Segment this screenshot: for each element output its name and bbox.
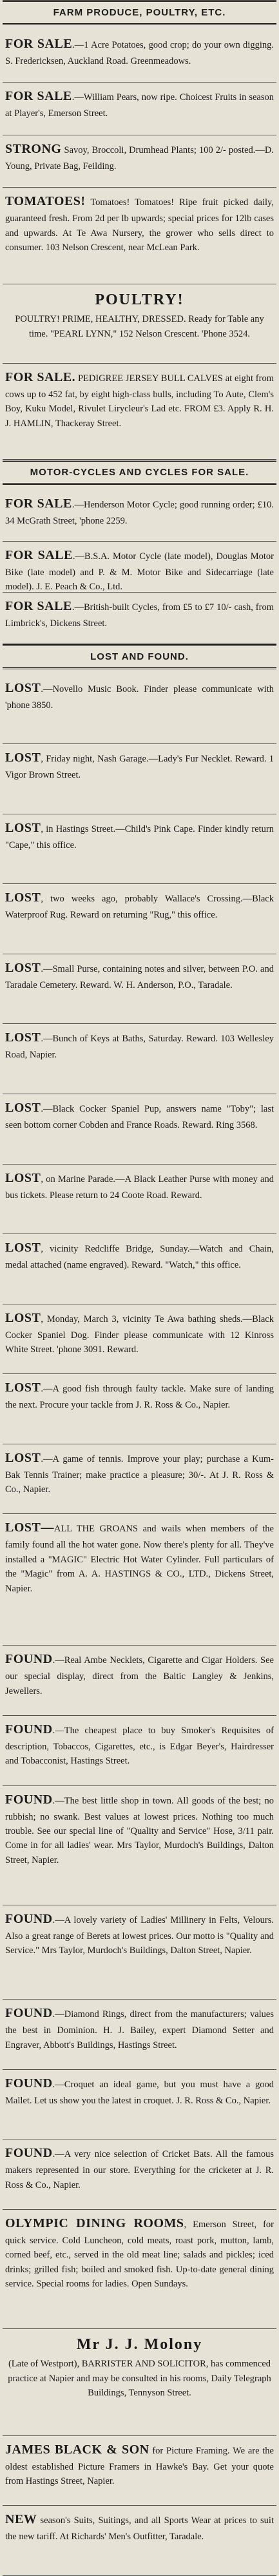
found-ad (3, 1646, 276, 1716)
olympic-dining-ad-lead: OLYMPIC DINING ROOMS (5, 2216, 184, 2230)
motor-ad-text: .—B.S.A. Motor Cycle (late model), Douglas Motor Bike (late model) and P. & M. Motor Bike and Sidecarriage (late model). J. E. Peach & Co., Ltd. (5, 551, 274, 593)
picture-framing-ad-lead: JAMES BLACK & SON (5, 2442, 149, 2457)
farm-ad-text: Savoy, Broccoli, Drumhead Plants; 100 2/- posted.—D. Young, Private Bag, Feilding. (5, 144, 274, 172)
found-ad-text: .—A very nice selection of Cricket Bats. All the famous makers represented in our store. Everything for the cricketer at J. R. Ross & Co., Napier. (5, 2149, 274, 2190)
farm-ad (3, 30, 276, 83)
found-ad-text: .—Diamond Rings, direct from the manufacturers; values the best in Dominion. H. J. Bailey, expert Diamond Setter and Engraver, Abbott's Buildings, Hastings Street. (5, 2009, 274, 2050)
found-ad-lead: FOUND (5, 2146, 53, 2161)
found-ad (3, 1905, 276, 2000)
motor-heading: MOTOR-CYCLES AND CYCLES FOR SALE. (3, 460, 276, 485)
lost-ad-text: , vicinity Redcliffe Bridge, Sunday.—Watch and Chain, medal attached (name engraved). Reward. "Watch," this office. (5, 1244, 274, 1271)
lost-ad-lead: LOST (5, 1241, 41, 1255)
farm-ad-text: .—1 Acre Potatoes, good crop; do your own digging. S. Fredericksen, Auckland Road. Greenmeadows. (5, 40, 274, 66)
bull-calves-ad-lead: FOR SALE. (5, 369, 76, 384)
lost-ad (3, 814, 276, 885)
motor-ad-lead: FOR SALE (5, 599, 72, 614)
lost-ad-text: , on Marine Parade.—A Black Leather Purse with money and bus tickets. Please return to 24 Coote Road. Reward. (5, 1174, 274, 1201)
poultry-ad (3, 284, 276, 363)
motor-ad (3, 542, 276, 593)
lost-ad-lead: LOST (5, 751, 41, 765)
farm-ad-text: Tomatoes! Tomatoes! Ripe fruit picked daily, guaranteed fresh. From 2d per lb upwards; special prices for 12lb cases and upwards. At Te Awa Nursery, the grower who sells direct to consumer. 103 Nelson Crescent, near McLean Park. (5, 197, 274, 253)
motor-section (3, 460, 276, 644)
solicitor-ad (3, 2329, 276, 2436)
lost-ad-lead: LOST (5, 1170, 41, 1185)
poultry-ad-text: POULTRY! PRIME, HEALTHY, DRESSED. Ready for Table any time. "PEARL LYNN," 152 Nelson Crescent. 'Phone 3524. (15, 314, 264, 339)
found-ad-text: .—Croquet an ideal game, but you must have a good Mallet. Let us show you the latest in croquet. J. R. Ross & Co., Napier. (5, 2079, 274, 2106)
found-ad-text: .—The cheapest place to buy Smoker's Requisites of description, Tobaccos, Cigarettes, etc., is Edgar Beyer's, Hairdresser and Tobacconist, Hastings Street. (5, 1725, 274, 1767)
outfitter-ad-text: season's Suits, Suitings, and all Sports Wear at prices to suit the new tariff. At Richards' Men's Outfitter, Taradale. (5, 2515, 274, 2542)
poultry-ad-lead: POULTRY! (95, 291, 184, 309)
farm-ad-lead: TOMATOES! (5, 194, 86, 209)
lost-ad-lead: LOST (5, 820, 41, 835)
lost-ad (3, 1444, 276, 1515)
lost-ad-text: .—Bunch of Keys at Baths, Saturday. Reward. 103 Wellesley Road, Napier. (5, 1034, 274, 1061)
lost-ad-lead: LOST (5, 1030, 41, 1045)
farm-section (3, 0, 276, 460)
solicitor-ad-text: (Late of Westport), BARRISTER AND SOLICITOR, has commenced practice at Napier and may be consulted in his rooms, Daily Telegraph Buildings, Tennyson Street. (8, 2359, 271, 2399)
lost-ad (3, 884, 276, 954)
found-ad (3, 2000, 276, 2070)
lost-ad-text: , in Hastings Street.—Child's Pink Cape. Finder kindly return "Cape," this office. (5, 823, 274, 850)
lost-ad (3, 1304, 276, 1375)
motor-ad-text: .—British-built Cycles, from £5 to £7 10/- cash, from Limbrick's, Dickens Street. (5, 602, 274, 629)
lost-ad (3, 1234, 276, 1304)
lost-ad (3, 1165, 276, 1235)
lost-ad-lead: LOST (5, 1381, 41, 1395)
lost-ad-text: .—Black Cocker Spaniel Pup, answers name "Toby"; last seen bottom corner Cobden and France Roads. Reward. Ring 3568. (5, 1104, 274, 1131)
lost-ad (3, 674, 276, 745)
found-ad (3, 1786, 276, 1905)
motor-ad (3, 593, 276, 644)
lost-ad-lead: LOST (5, 680, 41, 695)
hot-water-ad-lead: LOST— (5, 1520, 54, 1535)
lost-ad-text: , two weeks ago, probably Wallace's Crossing.—Black Waterproof Rug. Reward on returning "Rug," this office. (5, 894, 274, 921)
lost-ad-text: .—Novello Music Book. Finder please communicate with 'phone 3850. (5, 683, 274, 711)
lost-ad (3, 1024, 276, 1094)
motor-ad (3, 490, 276, 541)
lost-ad-lead: LOST (5, 1101, 41, 1116)
farm-ad-text: .—William Pears, now ripe. Choicest Fruits in season at Player's, Emerson Street. (5, 92, 274, 119)
picture-framing-ad (3, 2436, 276, 2506)
lost-ad-lead: LOST (5, 1310, 41, 1325)
farm-ad (3, 188, 276, 284)
olympic-dining-ad-text: , Emerson Street, for quick service. Cold Luncheon, cold meats, roast pork, mutton, lamb, corned beef, etc., served in the old meat line; salads and pickles; iced drinks; grilled fish; boiled and smoked fish. Up-to-date general dining service. Special rooms for ladies. Open Sundays. (5, 2219, 274, 2290)
motor-ads (3, 490, 276, 644)
found-ad-lead: FOUND (5, 1792, 53, 1807)
found-ad-text: .—The best little shop in town. All goods of the best; no rubbish; no swank. Best values at lowest prices. Nothing too much trouble. See our special line of "Quality and Service" Hose, 3/11 pair. Come in for all ladies' wear. Mrs Taylor, Murdoch's Buildings, Dalton Street, Napier. (5, 1795, 274, 1865)
found-ad-lead: FOUND (5, 1722, 53, 1736)
lost-ad-text: , Friday night, Nash Garage.—Lady's Fur Necklet. Reward. 1 Vigor Brown Street. (5, 754, 274, 781)
hot-water-ad (3, 1514, 276, 1646)
farm-ad-lead: FOR SALE (5, 37, 73, 51)
farm-ad (3, 135, 276, 188)
bull-calves-ad-text: PEDIGREE JERSEY BULL CALVES at eight from cows up to 452 fat, by eight high-class bulls, including To Aute, Clem's Boy, Kuku Model, Rivulet Lirycleur's Lad etc. FROM £3. Apply R. H. J. HAMLIN, Thackeray Street. (5, 373, 274, 429)
found-ad-text: .—Real Ambe Necklets, Cigarette and Cigar Holders. See our special display, direct from the Baltic Langley & Jenkins, Jewellers. (5, 1655, 274, 1696)
lost-ad (3, 1374, 276, 1444)
motor-ad-lead: FOR SALE (5, 547, 73, 562)
lost-found-heading: LOST AND FOUND. (3, 644, 276, 669)
outfitter-ad-lead: NEW (5, 2512, 37, 2527)
found-ad (3, 2070, 276, 2140)
found-ad-lead: FOUND (5, 1652, 53, 1667)
found-ad (3, 1716, 276, 1786)
lost-ad-lead: LOST (5, 1450, 41, 1465)
found-ad-text: .—A lovely variety of Ladies' Millinery in Felts, Velours. Also a great range of Berets at lowest prices. Our motto is "Quality and Service." Mrs Taylor, Murdoch's Buildings, Dalton Street, Napier. (5, 1914, 274, 1956)
lost-ad (3, 954, 276, 1025)
farm-ad-lead: STRONG (5, 141, 62, 156)
found-ad-lead: FOUND (5, 1911, 53, 1926)
outfitter-ad (3, 2506, 276, 2576)
lost-ad-lead: LOST (5, 890, 41, 905)
motor-ad-lead: FOR SALE (5, 497, 72, 511)
farm-ad (3, 83, 276, 135)
found-ad-lead: FOUND (5, 2076, 53, 2090)
lost-ad-text: .—Small Purse, containing notes and silver, between P.O. and Taradale Cemetery. Reward. W. H. Anderson, P.O., Taradale. (5, 963, 274, 990)
farm-ad-lead: FOR SALE (5, 89, 72, 104)
solicitor-ad-lead: Mr J. J. Molony (76, 2335, 203, 2353)
motor-ad-text: .—Henderson Motor Cycle; good running order; £10. 34 McGrath Street, 'phone 2259. (5, 500, 274, 527)
lost-ad-lead: LOST (5, 960, 41, 975)
lost-ad-text: .—A game of tennis. Improve your play; purchase a Kum-Bak Tennis Trainer; make practice a pleasure; 30/-. At J. R. Ross & Co., Napier. (5, 1453, 274, 1495)
lost-ad-text: , Monday, March 3, vicinity Te Awa bathing sheds.—Black Cocker Spaniel Dog. Finder please communicate with 12 Kinross White Street. 'phone 3091. Reward. (5, 1313, 274, 1355)
lost-found-section (3, 644, 276, 2576)
hot-water-ad-text: ALL THE GROANS and wails when members of the family found all the hot water gone. Now there's plenty for all. They've installed a "MAGIC" Electric Hot Water Cylinder. Full particulars of the "Magic" from A. A. HASTINGS & CO., LTD., Dickens Street, Napier. (5, 1524, 274, 1594)
lost-found-ads (3, 674, 276, 2576)
lost-ad (3, 744, 276, 814)
lost-ad (3, 1094, 276, 1165)
olympic-dining-ad (3, 2210, 276, 2329)
farm-ads (3, 30, 276, 460)
found-ad-lead: FOUND (5, 2006, 53, 2021)
picture-framing-ad-text: for Picture Framing. We are the oldest established Picture Framers in Hawke's Bay. Get your quote from Hastings Street, Napier. (5, 2445, 274, 2487)
farm-heading: FARM PRODUCE, POULTRY, ETC. (3, 0, 276, 25)
bull-calves-ad (3, 364, 276, 460)
found-ad (3, 2139, 276, 2210)
lost-ad-text: .—A good fish through faulty tackle. Make sure of landing the next. Procure your tackle from J. R. Ross & Co., Napier. (5, 1384, 274, 1411)
